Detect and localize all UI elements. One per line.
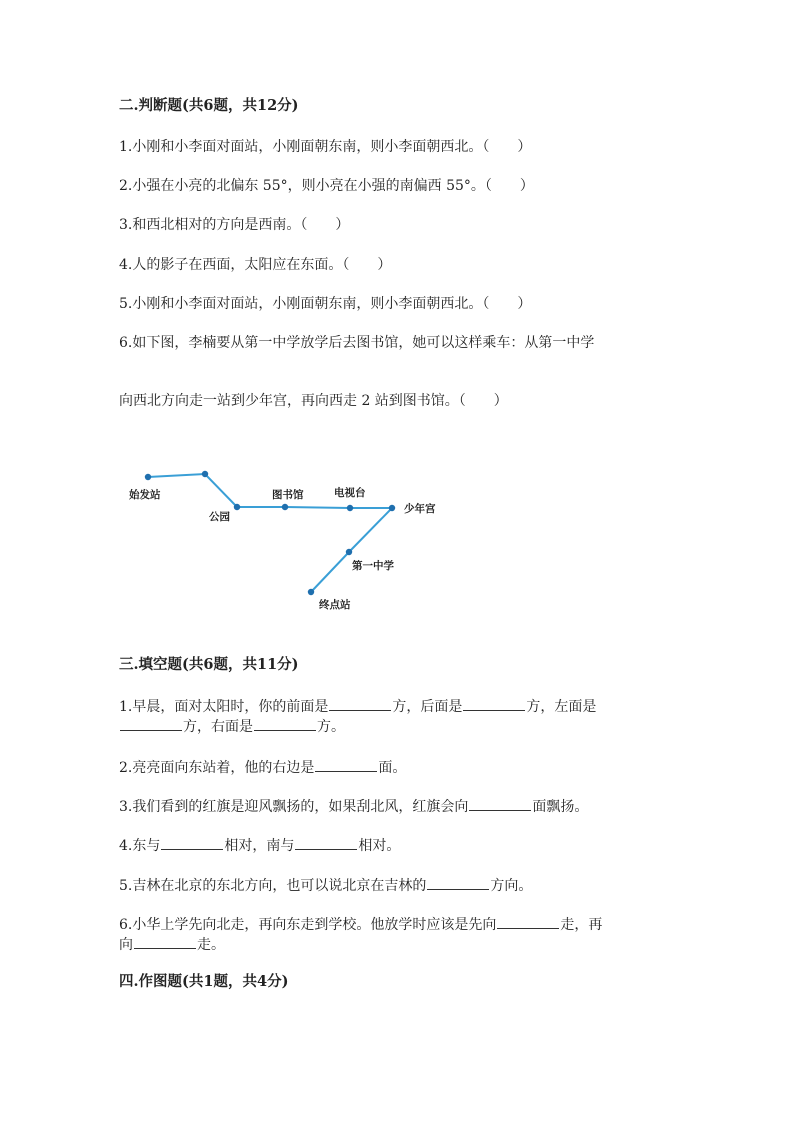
question-3-2: [119, 757, 406, 777]
station-dot-school: [346, 549, 352, 555]
answer-blank[interactable]: [254, 716, 316, 731]
station-label-start: 始发站: [129, 489, 161, 501]
question-2-1: 1.小刚和小李面对面站，小刚面朝东南，则小李面朝西北。（ ）: [119, 139, 532, 155]
question-3-4: [119, 835, 400, 855]
question-3-5: [119, 875, 532, 895]
q3-5-text-a: 5.吉林在北京的东北方向，也可以说北京在吉林的: [119, 878, 427, 894]
question-3-1-line2: [119, 716, 345, 736]
q3-4-text-a: 4.东与: [119, 838, 161, 854]
answer-blank[interactable]: [315, 757, 377, 772]
q3-3-text-b: 面飘扬。: [532, 799, 589, 815]
station-dot-bend: [202, 471, 208, 477]
answer-blank[interactable]: [295, 835, 357, 850]
q3-1-text-d: 方，右面是: [183, 719, 253, 735]
station-label-library: 图书馆: [272, 489, 304, 501]
q3-3-text-a: 3.我们看到的红旗是迎风飘扬的，如果刮北风，红旗会向: [119, 799, 469, 815]
question-2-4: 4.人的影子在西面，太阳应在东面。（ ）: [119, 257, 392, 273]
question-3-6-line1: [119, 914, 602, 934]
q3-2-text-a: 2.亮亮面向东站着，他的右边是: [119, 760, 315, 776]
q3-1-text-b: 方，后面是: [392, 699, 463, 715]
answer-blank[interactable]: [134, 934, 196, 949]
station-dot-library: [282, 504, 288, 510]
question-2-3: 3.和西北相对的方向是西南。（ ）: [119, 217, 350, 233]
station-label-terminal: 终点站: [319, 599, 351, 611]
station-label-youth-palace: 少年宫: [404, 503, 436, 515]
section-heading-drawing: 四.作图题(共1题，共4分): [119, 973, 289, 990]
q3-6-text-b: 走，再: [560, 917, 603, 933]
q3-6-text-c: 向: [119, 937, 133, 953]
question-3-6-line2: [119, 934, 225, 954]
question-2-6-line1: 6.如下图，李楠要从第一中学放学后去图书馆，她可以这样乘车：从第一中学: [119, 335, 595, 351]
question-3-3: [119, 796, 588, 816]
q3-6-text-a: 6.小华上学先向北走，再向东走到学校。他放学时应该是先向: [119, 917, 497, 933]
question-3-1-line1: [119, 696, 596, 716]
station-label-school: 第一中学: [352, 560, 394, 572]
station-dot-start: [145, 474, 151, 480]
answer-blank[interactable]: [497, 914, 559, 929]
section-heading-fill-blank: 三.填空题(共6题，共11分): [119, 656, 299, 673]
question-2-5: 5.小刚和小李面对面站，小刚面朝东南，则小李面朝西北。（ ）: [119, 296, 532, 312]
station-dot-park: [234, 504, 240, 510]
station-dot-terminal: [308, 589, 314, 595]
q3-2-text-b: 面。: [378, 760, 407, 776]
q3-4-text-b: 相对，南与: [224, 838, 295, 854]
answer-blank[interactable]: [469, 796, 531, 811]
station-label-park: 公园: [209, 511, 230, 523]
q3-1-text-e: 方。: [317, 719, 345, 735]
section-heading-judgment: 二.判断题(共6题，共12分): [119, 97, 299, 114]
question-2-2: 2.小强在小亮的北偏东 55°，则小亮在小强的南偏西 55°。（ ）: [119, 178, 534, 194]
question-2-6-line2: 向西北方向走一站到少年宫，再向西走 2 站到图书馆。（ ）: [119, 393, 508, 409]
answer-blank[interactable]: [463, 696, 525, 711]
q3-4-text-c: 相对。: [358, 838, 401, 854]
q3-5-text-b: 方向。: [490, 878, 533, 894]
q3-6-text-d: 走。: [197, 937, 225, 953]
q3-1-text-a: 1.早晨，面对太阳时，你的前面是: [119, 699, 329, 715]
station-dot-tv: [347, 505, 353, 511]
station-dot-youth-palace: [389, 505, 395, 511]
route-line-branch: [311, 508, 392, 592]
answer-blank[interactable]: [329, 696, 391, 711]
q3-1-text-c: 方，左面是: [526, 699, 597, 715]
station-label-tv: 电视台: [334, 487, 366, 499]
answer-blank[interactable]: [120, 716, 182, 731]
answer-blank[interactable]: [161, 835, 223, 850]
answer-blank[interactable]: [427, 875, 489, 890]
